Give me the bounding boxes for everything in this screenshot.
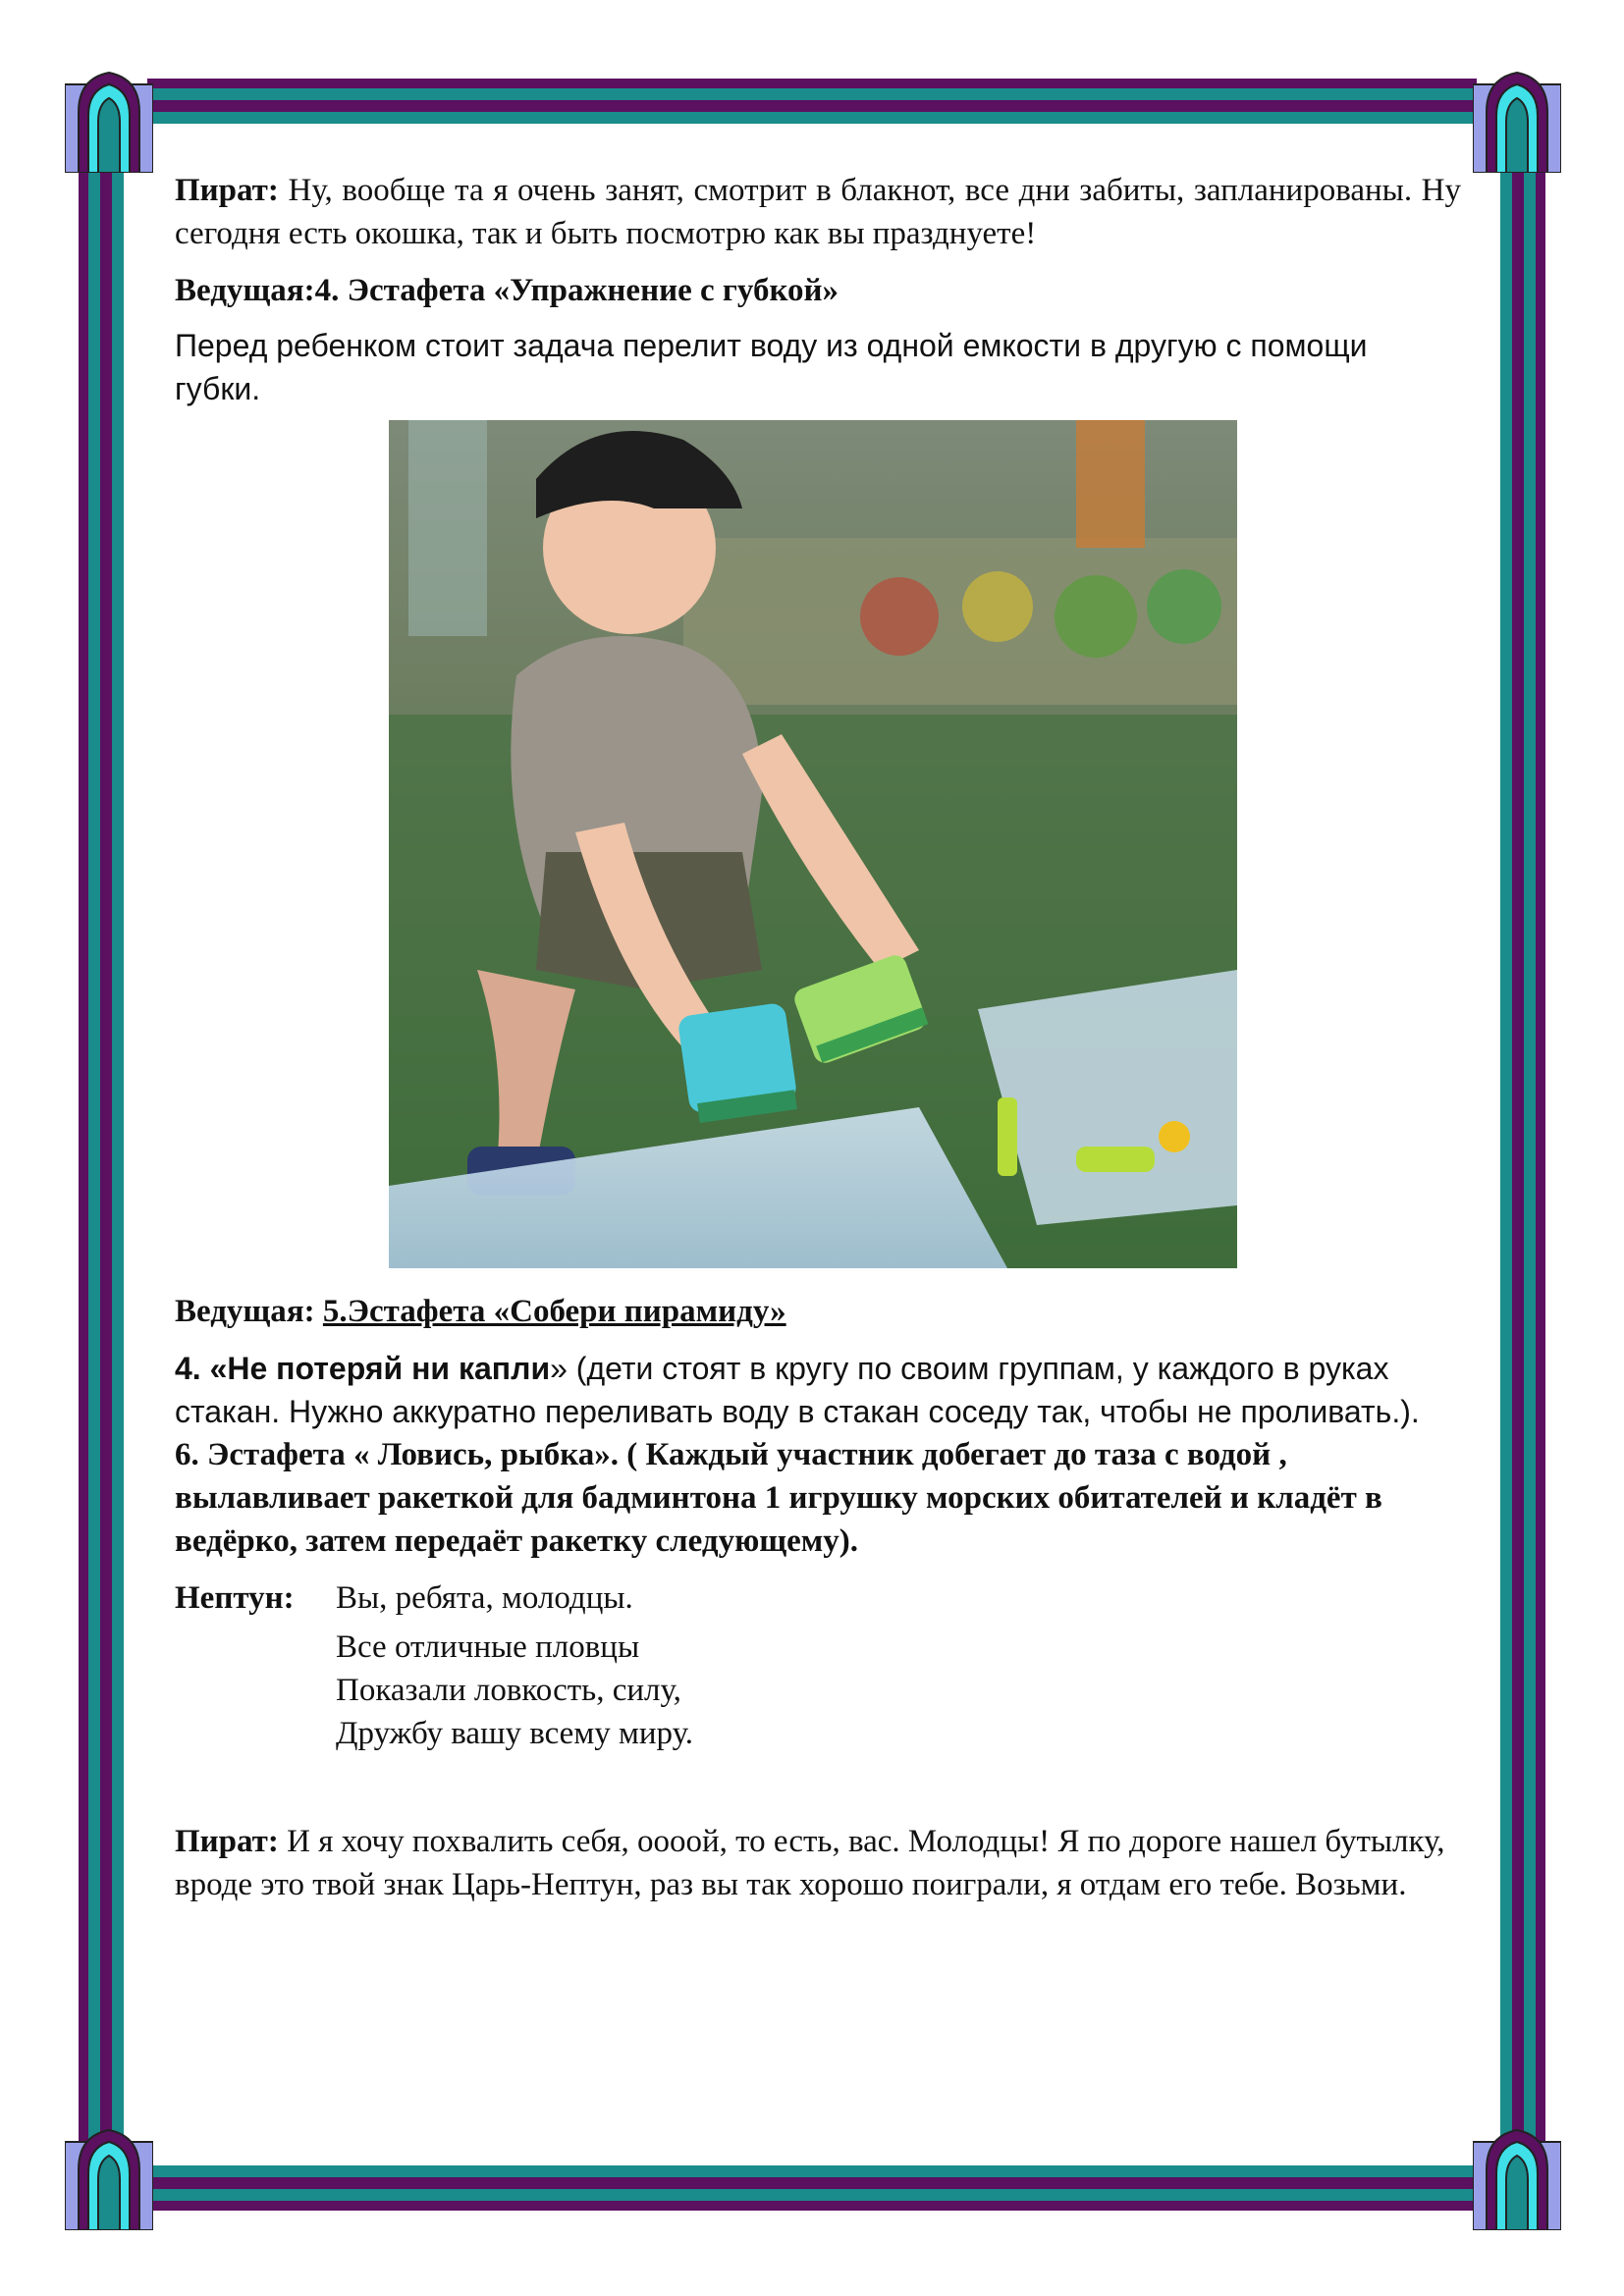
relay4-description: Перед ребенком стоит задача перелит воду из одной емкости в другую с помощи губки. [175, 328, 1368, 406]
neptune-poem [175, 1576, 1461, 1755]
relay5-heading [175, 1290, 1461, 1333]
pirate-intro-paragraph [175, 169, 1461, 255]
poem-line: Вы, ребята, молодцы. [336, 1580, 633, 1616]
relay4-heading [175, 269, 1461, 312]
poem-line: Показали ловкость, силу, [336, 1673, 681, 1708]
speaker-label: Пират: [175, 173, 279, 208]
frame-left-bar [79, 147, 124, 2160]
pirate-intro-text: Ну, вообще та я очень занят, смотрит в блакнот, все дни забиты, запланированы. Ну сегодня есть окошка, так и быть посмотрю как вы празднуете! [175, 173, 1461, 251]
photo-boy-with-sponge [389, 420, 1237, 1268]
speaker-label: Нептун: [175, 1580, 295, 1616]
game4-title: 4. «Не потеряй ни капли [175, 1351, 551, 1386]
relay5-title: 5.Эстафета «Собери пирамиду» [322, 1294, 786, 1329]
speaker-label: Ведущая: [175, 1294, 315, 1329]
frame-top-bar [147, 79, 1477, 124]
frame-corner-icon [1473, 2122, 1561, 2230]
frame-bottom-bar [147, 2165, 1477, 2211]
game4-paragraph [175, 1347, 1461, 1433]
page-content [175, 165, 1461, 1906]
frame-corner-icon [65, 65, 153, 173]
relay4-title: 4. Эстафета «Упражнение с губкой» [314, 273, 839, 308]
relay6-paragraph [175, 1433, 1461, 1563]
poem-line: Все отличные пловцы [336, 1629, 640, 1665]
game4-text: » (дети стоят в кругу по своим группам, у каждого в руках стакан. Нужно аккуратно переливать воду в стакан соседу так, чтобы не проливать.). [175, 1351, 1420, 1429]
frame-right-bar [1500, 147, 1545, 2160]
pirate-end-text: И я хочу похвалить себя, оооой, то есть, вас. Молодцы! Я по дороге нашел бутылку, вроде это твой знак Царь-Нептун, раз вы так хорошо поиграли, я отдам его тебе. Возьми. [175, 1824, 1445, 1902]
frame-corner-icon [1473, 65, 1561, 173]
frame-corner-icon [65, 2122, 153, 2230]
speaker-label: Пират: [175, 1824, 279, 1859]
pirate-end-paragraph [175, 1820, 1461, 1906]
speaker-label: Ведущая: [175, 273, 315, 308]
relay6-text: 6. Эстафета « Ловись, рыбка». ( Каждый участник добегает до таза с водой , вылавливает ракеткой для бадминтона 1 игрушку морских обитателей и кладёт в ведёрко, затем передаёт ракетку следующему). [175, 1437, 1382, 1559]
poem-line: Дружбу вашу всему миру. [336, 1716, 694, 1751]
